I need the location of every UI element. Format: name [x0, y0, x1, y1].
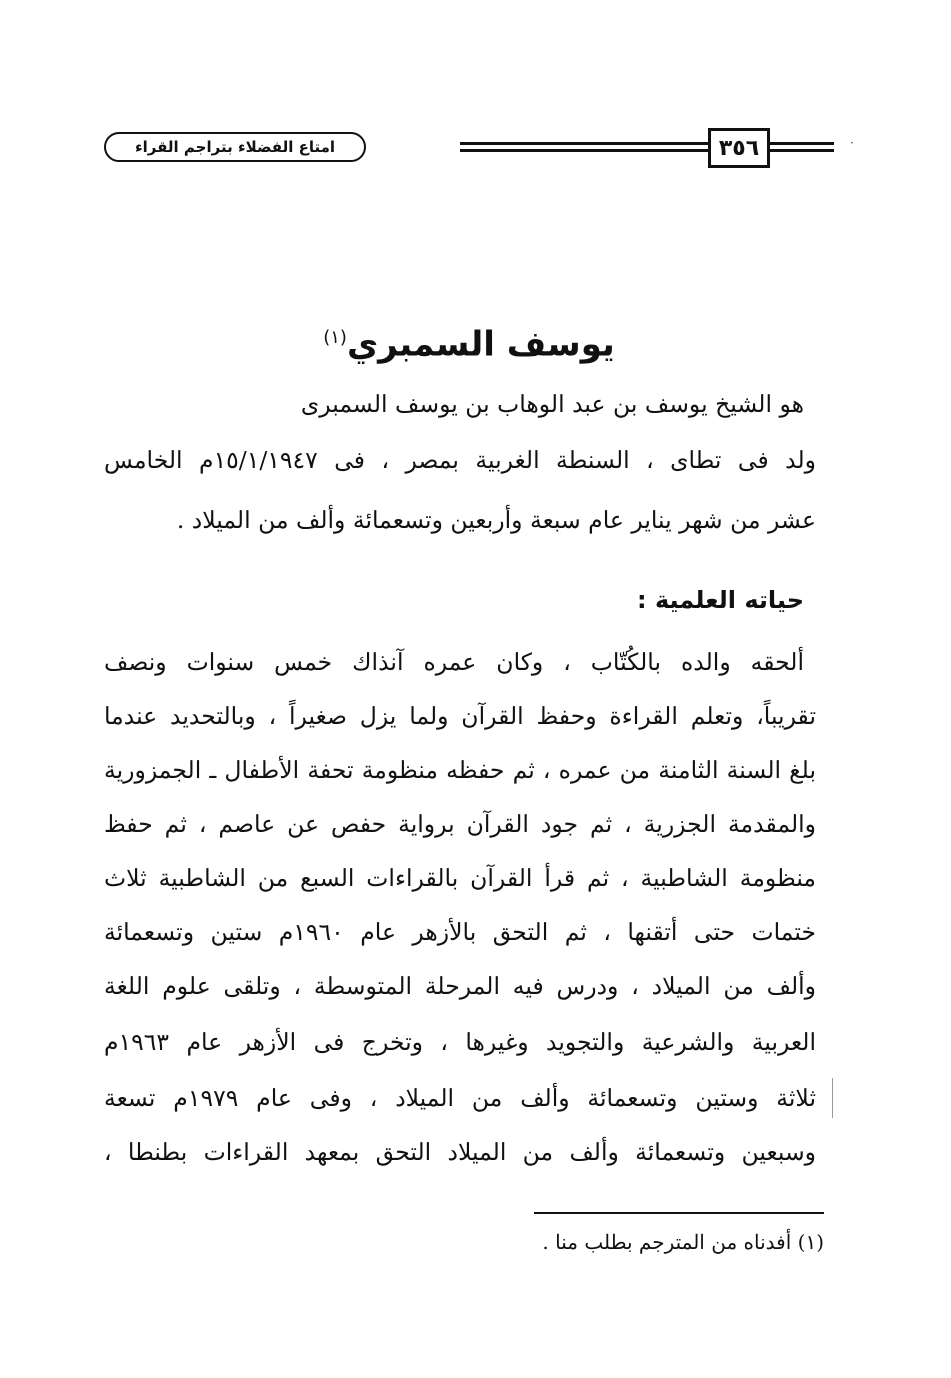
intro-line: ولد فى تطاى ، السنطة الغربية بمصر ، فى ١٥/١/١٩٤٧م الخامس — [104, 446, 816, 474]
body-line: وسبعين وتسعمائة وألف من الميلاد التحق بمعهد القراءات بطنطا ، — [104, 1138, 816, 1166]
body-line: والمقدمة الجزرية ، ثم جود القرآن برواية حفص عن عاصم ، ثم حفظ — [104, 810, 816, 838]
footnote-rule — [534, 1212, 824, 1214]
title-footnote-ref: (١) — [323, 327, 347, 348]
body-line: ألحقه والده بالكُتّاب ، وكان عمره آنذاك خمس سنوات ونصف — [104, 648, 804, 676]
body-line: بلغ السنة الثامنة من عمره ، ثم حفظه منظومة تحفة الأطفال ـ الجمزورية — [104, 756, 816, 784]
article-title — [104, 308, 834, 374]
title-text: يوسف السمبري — [346, 324, 615, 365]
page-number: ٣٥٦ — [708, 128, 770, 168]
body-line: منظومة الشاطبية ، ثم قرأ القرآن بالقراءات السبع من الشاطبية ثلاث — [104, 864, 816, 892]
body-line: تقريباً، وتعلم القراءة وحفظ القرآن ولما يزل صغيراً ، وبالتحديد عندما — [104, 702, 816, 730]
margin-mark — [832, 1078, 833, 1118]
body-line: العربية والشرعية والتجويد وغيرها ، وتخرج فى الأزهر عام ١٩٦٣م — [104, 1028, 816, 1056]
intro-line: عشر من شهر يناير عام سبعة وأربعين وتسعمائة وألف من الميلاد . — [176, 506, 816, 534]
body-line: ثلاثة وستين وتسعمائة وألف من الميلاد ، وفى عام ١٩٧٩م تسعة — [104, 1084, 816, 1112]
body-line: وألف من الميلاد ، ودرس فيه المرحلة المتوسطة ، وتلقى علوم اللغة — [104, 972, 816, 1000]
intro-line: هو الشيخ يوسف بن عبد الوهاب بن يوسف السمبرى — [300, 390, 804, 418]
header-rule — [460, 142, 834, 156]
footnote: (١) أفدناه من المترجم بطلب منا . — [542, 1230, 824, 1254]
body-line: ختمات حتى أتقنها ، ثم التحق بالأزهر عام ١٩٦٠م ستين وتسعمائة — [104, 918, 816, 946]
section-heading: حياته العلمية : — [636, 586, 804, 614]
running-header — [104, 128, 834, 174]
edge-mark: · — [850, 136, 854, 150]
running-title: امتاع الفضلاء بتراجم القراء — [104, 132, 366, 162]
